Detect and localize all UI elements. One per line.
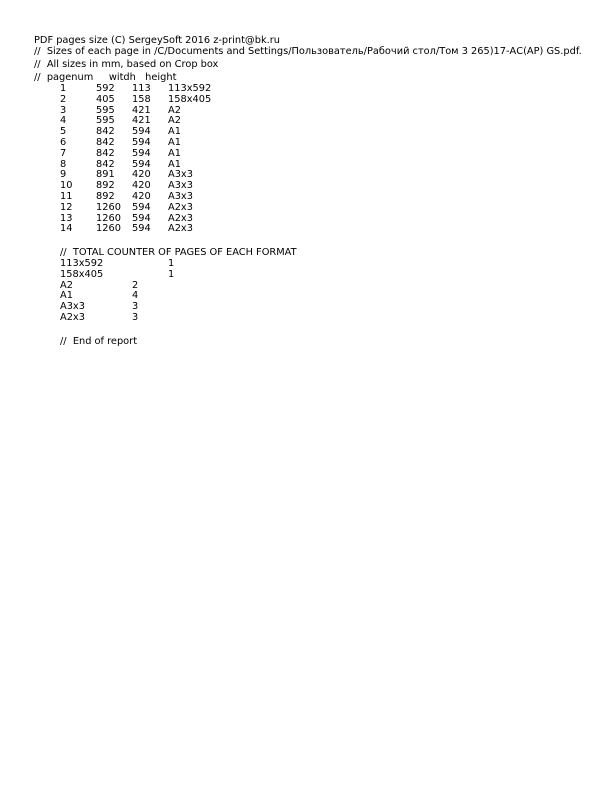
page-width: 891 [96, 169, 115, 181]
page-height: 158 [132, 93, 151, 105]
list-item [0, 269, 300, 280]
page-number: 13 [60, 212, 73, 224]
page-number: 10 [60, 180, 73, 192]
total-format: A2 [60, 279, 73, 291]
page-height: 594 [132, 147, 151, 159]
page-width: 892 [96, 191, 115, 202]
page-format: A2x3 [168, 201, 193, 213]
table-row [0, 202, 300, 213]
page-format: A1 [168, 158, 181, 170]
page-number: 3 [60, 104, 67, 116]
table-row [0, 105, 300, 116]
page-format: A2x3 [168, 223, 193, 235]
page-width: 842 [96, 137, 115, 148]
page-format: A3x3 [168, 191, 193, 202]
page-height: 594 [132, 223, 151, 235]
table-row [0, 126, 300, 137]
page-height: 594 [132, 212, 151, 224]
total-count: 4 [132, 290, 139, 302]
source-file-line: // Sizes of each page in /C/Documents and Settings/Пользователь/Рабочий стол/Том 3 265)17-АС(АР) GS.pdf. [34, 46, 582, 57]
table-row [0, 137, 300, 148]
page-height: 594 [132, 201, 151, 213]
page-height: 420 [132, 169, 151, 181]
page-number: 9 [60, 169, 67, 181]
total-format: A1 [60, 290, 73, 302]
table-row [0, 83, 300, 94]
page-height: 421 [132, 115, 151, 127]
page-format: A1 [168, 126, 181, 138]
page-width: 595 [96, 104, 115, 116]
total-count: 3 [132, 301, 139, 313]
table-row [0, 115, 300, 126]
page-number: 14 [60, 223, 73, 235]
page-number: 7 [60, 147, 67, 159]
list-item [0, 280, 300, 291]
table-row [0, 180, 300, 191]
page-format: A3x3 [168, 169, 193, 181]
page-number: 12 [60, 201, 73, 213]
table-row [0, 169, 300, 180]
list-item [0, 258, 300, 269]
page-width: 842 [96, 126, 115, 138]
page-height: 420 [132, 180, 151, 192]
report-title: PDF pages size (C) SergeySoft 2016 z-print@bk.ru [34, 35, 280, 46]
page-number: 4 [60, 115, 67, 127]
page-number: 2 [60, 93, 67, 105]
page-number: 8 [60, 158, 67, 170]
page-height: 113 [132, 83, 151, 94]
total-count: 1 [168, 268, 175, 280]
total-format: A3x3 [60, 301, 85, 313]
page-width: 1260 [96, 201, 121, 213]
end-of-report: // End of report [60, 336, 138, 347]
page-width: 595 [96, 115, 115, 127]
page-width: 405 [96, 93, 115, 105]
list-item [0, 301, 300, 312]
page-height: 594 [132, 137, 151, 148]
page-width: 892 [96, 180, 115, 192]
total-count: 1 [168, 258, 175, 269]
page-number: 11 [60, 191, 73, 202]
page-format: 158x405 [168, 93, 212, 105]
page-height: 420 [132, 191, 151, 202]
page-format: A3x3 [168, 180, 193, 192]
page-height: 594 [132, 158, 151, 170]
page-format: A2x3 [168, 212, 193, 224]
table-row [0, 223, 300, 234]
page-format: A2 [168, 115, 181, 127]
totals-heading: // TOTAL COUNTER OF PAGES OF EACH FORMAT [60, 247, 297, 258]
page-format: A2 [168, 104, 181, 116]
total-format: A2x3 [60, 312, 85, 323]
page-format: A1 [168, 137, 181, 148]
total-format: 113x592 [60, 258, 104, 269]
table-row [0, 94, 300, 105]
page-width: 592 [96, 83, 115, 94]
page-width: 842 [96, 158, 115, 170]
page-number: 1 [60, 83, 67, 94]
page-height: 594 [132, 126, 151, 138]
total-count: 3 [132, 312, 139, 323]
table-row [0, 191, 300, 202]
page-width: 842 [96, 147, 115, 159]
page-number: 6 [60, 137, 67, 148]
page-width: 1260 [96, 223, 121, 235]
units-note: // All sizes in mm, based on Crop box [34, 59, 219, 70]
list-item [0, 290, 300, 301]
page-format: 113x592 [168, 83, 212, 94]
list-item [0, 312, 300, 323]
page-format: A1 [168, 147, 181, 159]
page-height: 421 [132, 104, 151, 116]
total-format: 158x405 [60, 268, 104, 280]
table-row [0, 159, 300, 170]
page-number: 5 [60, 126, 67, 138]
total-count: 2 [132, 279, 139, 291]
page-width: 1260 [96, 212, 121, 224]
table-row [0, 148, 300, 159]
table-row [0, 213, 300, 224]
column-headers: // pagenum witdh height [34, 72, 177, 83]
